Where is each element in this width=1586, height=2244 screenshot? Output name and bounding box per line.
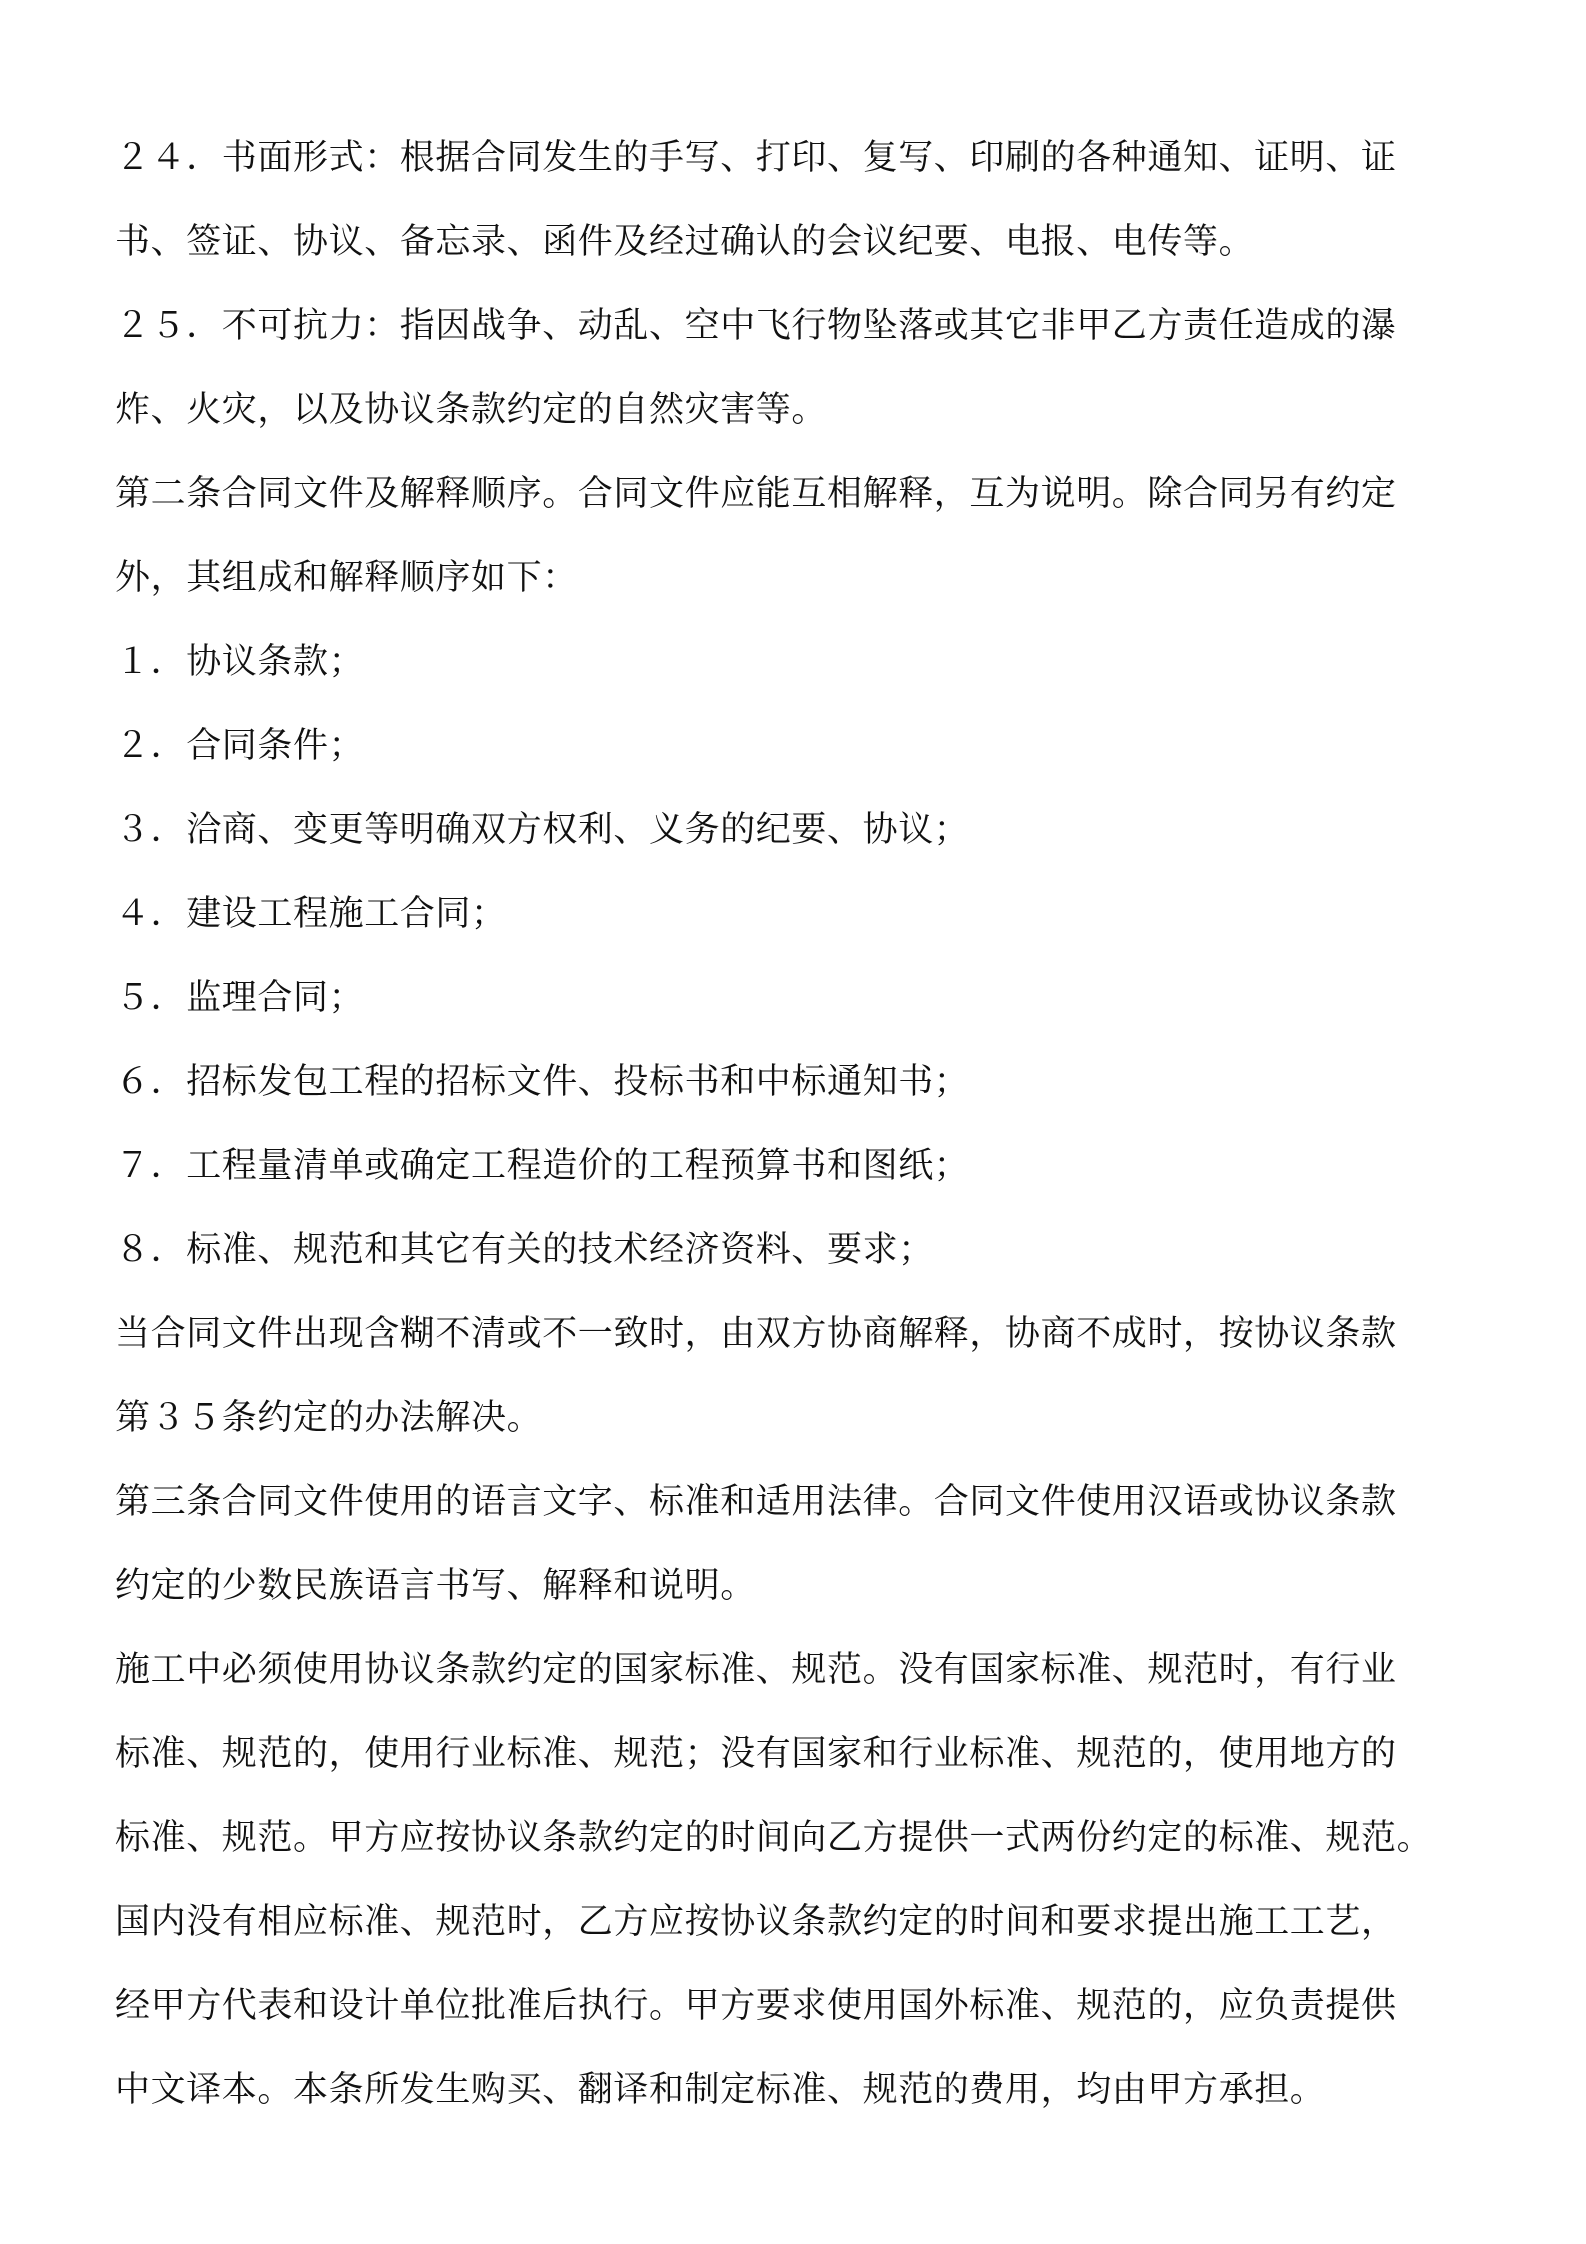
text-line: 施工中必须使用协议条款约定的国家标准、规范。没有国家标准、规范时，有行业 (115, 1650, 1397, 1690)
text-line: 第三条合同文件使用的语言文字、标准和适用法律。合同文件使用汉语或协议条款 (115, 1482, 1397, 1522)
list-item: ３．洽商、变更等明确双方权利、义务的纪要、协议； (115, 810, 970, 850)
text-line: 中文译本。本条所发生购买、翻译和制定标准、规范的费用，均由甲方承担。 (115, 2070, 1326, 2110)
text-line: 当合同文件出现含糊不清或不一致时，由双方协商解释，协商不成时，按协议条款 (115, 1314, 1397, 1354)
text-line: ２４．书面形式：根据合同发生的手写、打印、复写、印刷的各种通知、证明、证 (115, 138, 1397, 178)
list-item: １．协议条款； (115, 642, 365, 682)
text-line: ２５．不可抗力：指因战争、动乱、空中飞行物坠落或其它非甲乙方责任造成的瀑 (115, 306, 1397, 346)
text-line: 约定的少数民族语言书写、解释和说明。 (115, 1566, 756, 1606)
list-item: ７．工程量清单或确定工程造价的工程预算书和图纸； (115, 1146, 970, 1186)
text-line: 书、签证、协议、备忘录、函件及经过确认的会议纪要、电报、电传等。 (115, 222, 1255, 262)
text-line: 标准、规范的，使用行业标准、规范；没有国家和行业标准、规范的，使用地方的 (115, 1734, 1397, 1774)
text-line: 经甲方代表和设计单位批准后执行。甲方要求使用国外标准、规范的，应负责提供 (115, 1986, 1397, 2026)
text-line: 第３５条约定的办法解决。 (115, 1398, 543, 1438)
text-line: 标准、规范。甲方应按协议条款约定的时间向乙方提供一式两份约定的标准、规范。 (115, 1818, 1433, 1858)
list-item: ４．建设工程施工合同； (115, 894, 507, 934)
list-item: ２．合同条件； (115, 726, 365, 766)
text-line: 第二条合同文件及解释顺序。合同文件应能互相解释，互为说明。除合同另有约定 (115, 474, 1397, 514)
list-item: ８．标准、规范和其它有关的技术经济资料、要求； (115, 1230, 934, 1270)
text-line: 国内没有相应标准、规范时，乙方应按协议条款约定的时间和要求提出施工工艺， (115, 1902, 1397, 1942)
list-item: ５．监理合同； (115, 978, 365, 1018)
list-item: ６．招标发包工程的招标文件、投标书和中标通知书； (115, 1062, 970, 1102)
text-line: 外，其组成和解释顺序如下： (115, 558, 578, 598)
text-line: 炸、火灾，以及协议条款约定的自然灾害等。 (115, 390, 828, 430)
